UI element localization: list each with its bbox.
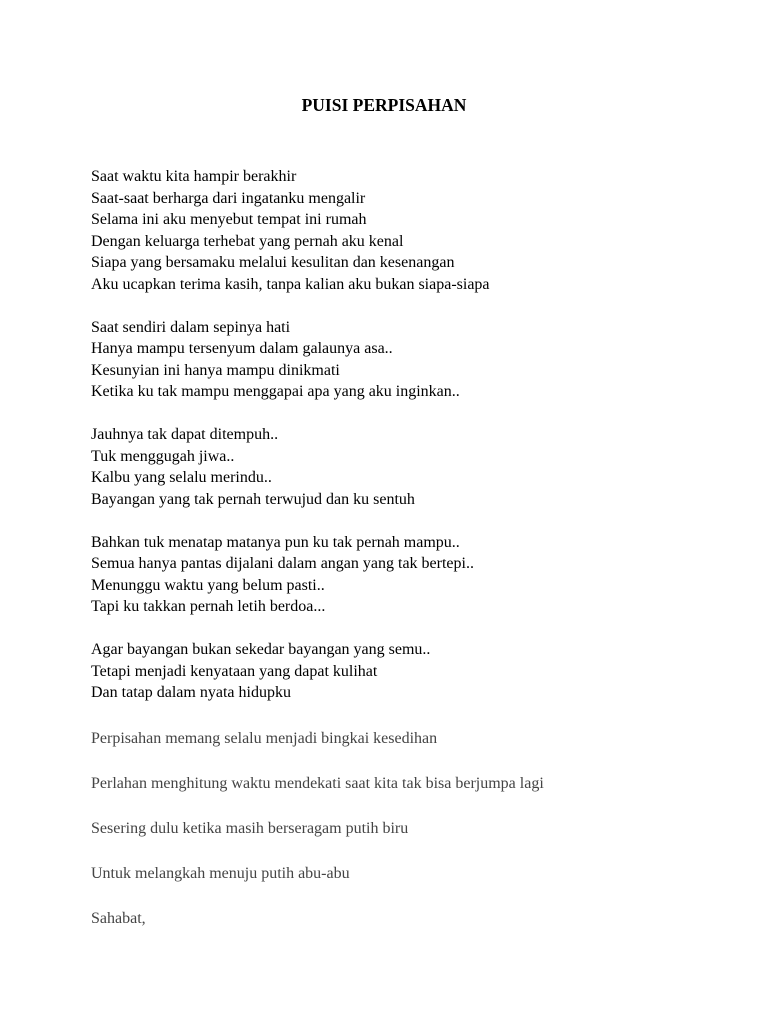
poem-line: Saat sendiri dalam sepinya hati (91, 318, 291, 336)
poem-line: Tuk menggugah jiwa.. (91, 447, 235, 465)
closing-line: Sesering dulu ketika masih berseragam putih biru (91, 820, 409, 837)
poem-line: Tapi ku takkan pernah letih berdoa... (91, 598, 326, 615)
poem-line: Semua hanya pantas dijalani dalam angan yang tak bertepi.. (91, 555, 474, 572)
poem-title: PUISI PERPISAHAN (301, 95, 467, 115)
closing-section (91, 728, 731, 953)
poem-line: Siapa yang bersamaku melalui kesulitan dan kesenangan (91, 254, 455, 271)
closing-line: Sahabat, (91, 910, 146, 927)
poem-line: Hanya mampu tersenyum dalam galaunya asa.. (91, 340, 393, 357)
poem-line: Bahkan tuk menatap matanya pun ku tak pernah mampu.. (91, 533, 460, 551)
stanza-2 (91, 317, 731, 403)
poem-line: Dengan keluarga terhebat yang pernah aku kenal (91, 232, 404, 250)
poem-line: Saat waktu kita hampir berakhir (91, 168, 297, 185)
poem-line: Menunggu waktu yang belum pasti.. (91, 576, 325, 594)
closing-line: Untuk melangkah menuju putih abu-abu (91, 865, 350, 882)
poem-line: Bayangan yang tak pernah terwujud dan ku sentuh (91, 490, 415, 508)
poem-line: Selama ini aku menyebut tempat ini rumah (91, 211, 367, 228)
stanza-5 (91, 639, 731, 704)
poem-line: Agar bayangan bukan sekedar bayangan yang semu.. (91, 641, 431, 658)
poem-line: Tetapi menjadi kenyataan yang dapat kulihat (91, 662, 378, 680)
poem-line: Kalbu yang selalu merindu.. (91, 469, 272, 486)
stanza-3 (91, 424, 731, 510)
closing-line: Perpisahan memang selalu menjadi bingkai kesedihan (91, 730, 438, 747)
poem-line: Aku ucapkan terima kasih, tanpa kalian aku bukan siapa-siapa (91, 275, 490, 293)
stanza-4 (91, 532, 731, 618)
poem-body (91, 166, 731, 704)
poem-line: Jauhnya tak dapat ditempuh.. (91, 426, 279, 443)
poem-line: Saat-saat berharga dari ingatanku mengalir (91, 189, 366, 207)
poem-line: Dan tatap dalam nyata hidupku (91, 684, 291, 701)
poem-line: Kesunyian ini hanya mampu dinikmati (91, 361, 340, 379)
stanza-1 (91, 166, 731, 295)
closing-line: Perlahan menghitung waktu mendekati saat kita tak bisa berjumpa lagi (91, 775, 544, 792)
poem-line: Ketika ku tak mampu menggapai apa yang aku inginkan.. (91, 383, 460, 400)
